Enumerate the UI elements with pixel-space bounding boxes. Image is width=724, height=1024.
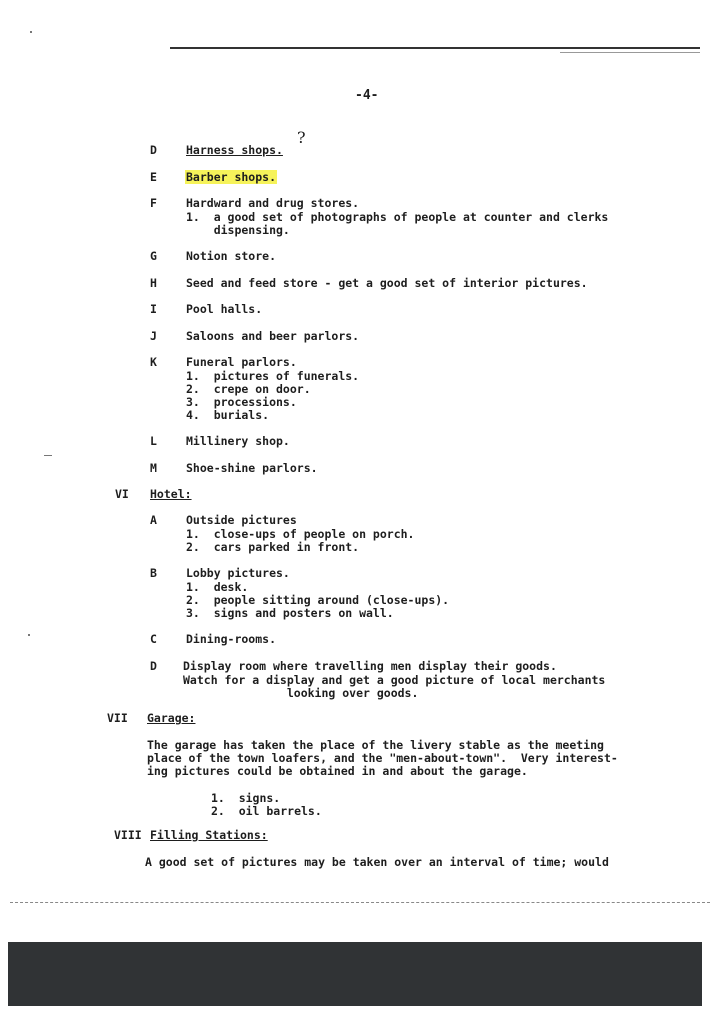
item-letter: H [150, 276, 157, 290]
section-title-hotel: Hotel: [150, 487, 192, 501]
item-letter: C [150, 632, 157, 646]
item-letter: A [150, 513, 157, 527]
item-letter: K [150, 355, 157, 369]
item-letter: D [150, 143, 157, 157]
item-letter: M [150, 461, 157, 475]
page-number: -4- [355, 88, 379, 103]
item-display-room: Display room where travelling men display their goods. [183, 659, 557, 673]
item-millinery: Millinery shop. [186, 434, 290, 448]
item-letter: B [150, 566, 157, 580]
garage-list-item: 1. signs. [211, 791, 281, 805]
item-harness-shops: Harness shops. [186, 143, 283, 157]
item-notion-store: Notion store. [186, 249, 277, 263]
section-numeral: VIII [114, 828, 142, 842]
item-letter: I [150, 302, 157, 316]
sub-item: 3. processions. [186, 395, 297, 409]
sub-item: dispensing. [186, 223, 290, 237]
filling-paragraph-line: A good set of pictures may be taken over an interval of time; would [145, 855, 609, 869]
garage-paragraph-line: place of the town loafers, and the "men-about-town". Very interest- [147, 751, 618, 765]
display-note: Watch for a display and get a good picture of local merchants [183, 673, 606, 687]
display-note: looking over goods. [183, 686, 419, 700]
scan-speck [30, 31, 32, 33]
item-letter: D [150, 659, 157, 673]
item-outside-pictures: Outside pictures [186, 513, 297, 527]
bottom-rule [10, 902, 710, 903]
sub-item: 2. cars parked in front. [186, 540, 360, 554]
sub-item: 2. crepe on door. [186, 382, 311, 396]
item-pool-halls: Pool halls. [186, 302, 263, 316]
item-letter: G [150, 249, 157, 263]
item-seed-feed: Seed and feed store - get a good set of interior pictures. [186, 276, 588, 290]
garage-list-item: 2. oil barrels. [211, 804, 322, 818]
garage-paragraph-line: ing pictures could be obtained in and about the garage. [147, 764, 528, 778]
section-numeral: VI [115, 487, 129, 501]
item-letter: F [150, 196, 157, 210]
garage-paragraph-line: The garage has taken the place of the livery stable as the meeting [147, 738, 604, 752]
item-shoe-shine: Shoe-shine parlors. [186, 461, 318, 475]
top-rule-short [560, 52, 700, 53]
scan-speck [44, 455, 52, 456]
sub-item: 4. burials. [186, 408, 270, 422]
item-dining-rooms: Dining-rooms. [186, 632, 277, 646]
scanner-edge-band [8, 942, 702, 1006]
sub-item: 2. people sitting around (close-ups). [186, 593, 450, 607]
section-title-garage: Garage: [147, 711, 196, 725]
item-funeral-parlors: Funeral parlors. [186, 355, 297, 369]
sub-item: 1. a good set of photographs of people at counter and clerks [186, 210, 609, 224]
item-letter: E [150, 170, 157, 184]
section-title-filling-stations: Filling Stations: [150, 828, 268, 842]
item-saloons: Saloons and beer parlors. [186, 329, 360, 343]
section-numeral: VII [107, 711, 128, 725]
item-letter: J [150, 329, 157, 343]
sub-item: 1. pictures of funerals. [186, 369, 360, 383]
item-hardware-drug: Hardward and drug stores. [186, 196, 360, 210]
top-rule [170, 47, 700, 49]
item-barber-shops: Barber shops. [186, 170, 277, 184]
scan-speck [28, 634, 30, 636]
sub-item: 1. desk. [186, 580, 249, 594]
item-lobby-pictures: Lobby pictures. [186, 566, 290, 580]
item-letter: L [150, 434, 157, 448]
sub-item: 1. close-ups of people on porch. [186, 527, 415, 541]
sub-item: 3. signs and posters on wall. [186, 606, 394, 620]
handwritten-question-mark: ? [297, 128, 306, 147]
